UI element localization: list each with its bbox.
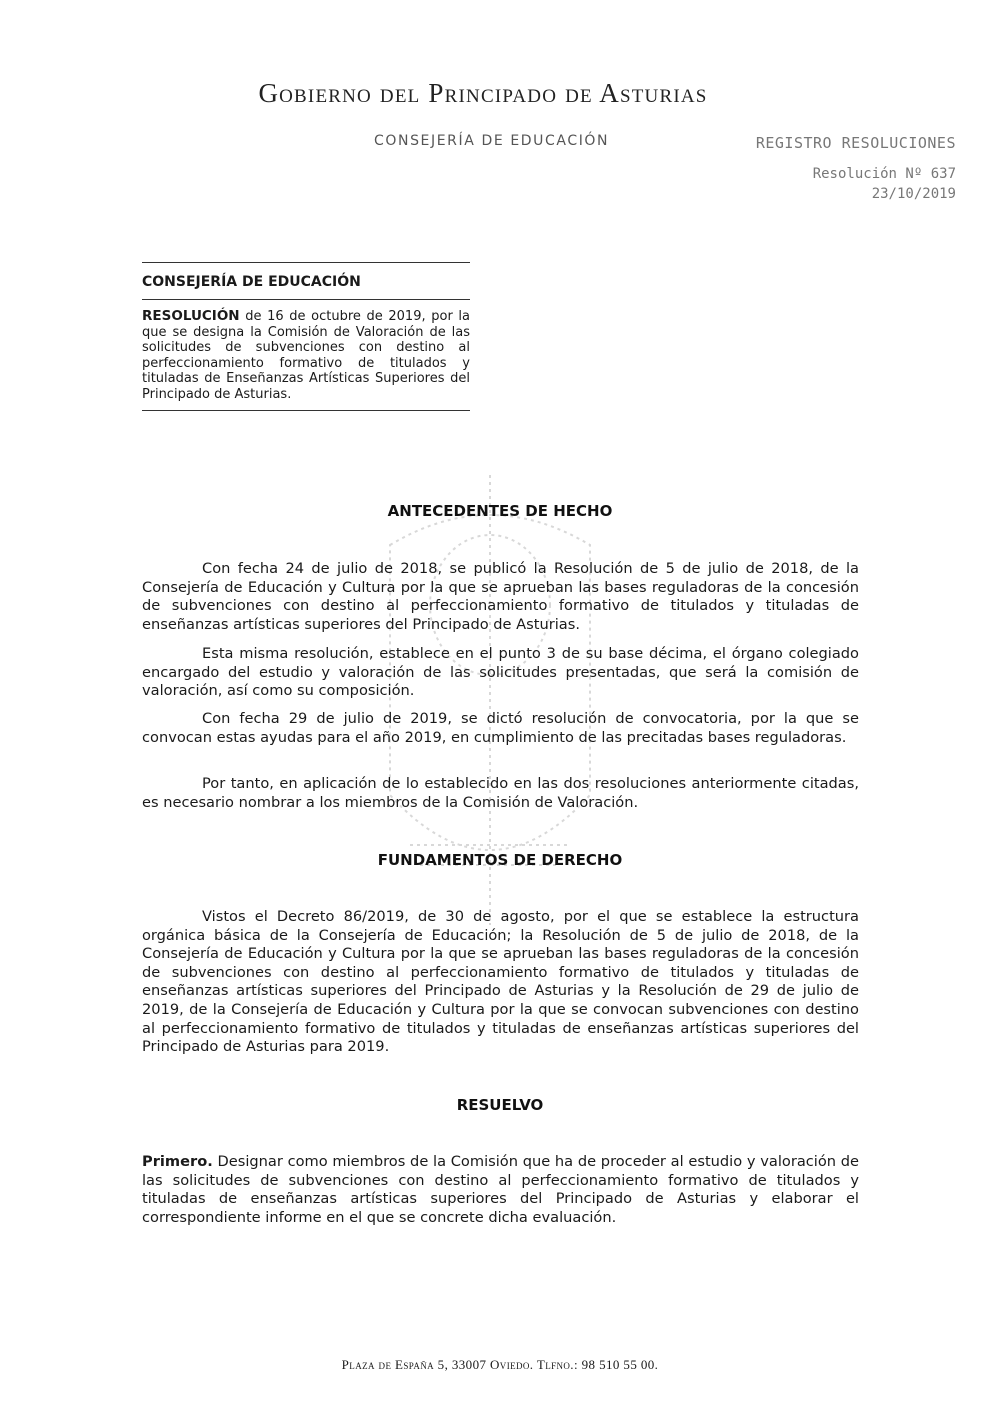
paragraph-text: Por tanto, en aplicación de lo establecido en las dos resoluciones anteriormente citadas, es necesario nombrar a los miembros de la Comisión de Valoración. [142,775,859,811]
resolution-number: Resolución Nº 637 [812,166,956,182]
footer-address: Plaza de España 5, 33007 Oviedo. Tlfno.: 98 510 55 00. [341,1357,659,1372]
consejeria-heading: CONSEJERÍA DE EDUCACIÓN [374,133,610,149]
summary-consejeria: CONSEJERÍA DE EDUCACIÓN [142,274,361,290]
paragraph [142,1153,859,1227]
paragraph [142,560,859,634]
resuelvo-lead: Primero. [142,1153,213,1170]
paragraph-text: Con fecha 29 de julio de 2019, se dictó resolución de convocatoria, por la que se convocan estas ayudas para el año 2019, en cumplimiento de las precitadas bases reguladoras. [142,710,859,746]
paragraph [142,645,859,701]
paragraph-text: Esta misma resolución, establece en el punto 3 de su base décima, el órgano colegiado encargado del estudio y valoración de las solicitudes presentadas, que será la comisión de valoración, así como su composición. [142,645,859,700]
divider [142,410,470,411]
summary-body: de 16 de octubre de 2019, por la que se designa la Comisión de Valoración de las solicitudes de subvenciones con destino al perfeccionamiento formativo de titulados y tituladas de Enseñanzas Artísticas Superiores del Principado de Asturias. [142,309,470,402]
section-fundamentos: FUNDAMENTOS DE DERECHO [377,851,623,869]
paragraph [142,775,859,812]
summary-box [142,262,470,411]
paragraph-text: Con fecha 24 de julio de 2018, se publicó la Resolución de 5 de julio de 2018, de la Consejería de Educación y Cultura por la que se aprueban las bases reguladoras de la concesión de subvenciones con destino al perfeccionamiento formativo de titulados y tituladas de enseñanzas artísticas superiores del Principado de Asturias. [142,560,859,633]
registro-stamp: REGISTRO RESOLUCIONES [755,134,956,152]
paragraph [142,908,859,1057]
paragraph [142,710,859,747]
summary-lead: RESOLUCIÓN [142,308,240,324]
paragraph-text: Vistos el Decreto 86/2019, de 30 de agosto, por el que se establece la estructura orgánica básica de la Consejería de Educación; la Resolución de 5 de julio de 2018, de la Consejería de Educación y Cultura por la que se aprueban las bases reguladoras de la concesión de subvenciones con destino al perfeccionamiento formativo de titulados y tituladas de enseñanzas artísticas superiores del Principado de Asturias y la Resolución de 29 de julio de 2019, de la Consejería de Educación y Cultura por la que se convocan subvenciones con destino al perfeccionamiento formativo de titulados y tituladas de enseñanzas artísticas superiores del Principado de Asturias para 2019. [142,908,859,1056]
government-title: Gobierno del Principado de Asturias [258,78,708,108]
summary-text [142,300,470,410]
resolution-date: 23/10/2019 [871,186,956,202]
paragraph-text: Designar como miembros de la Comisión que ha de proceder al estudio y valoración de las solicitudes de subvenciones con destino al perfeccionamiento formativo de titulados y tituladas de enseñanzas artísticas superiores del Principado de Asturias y elaborar el correspondiente informe en el que se concrete dicha evaluación. [142,1153,859,1226]
section-antecedentes: ANTECEDENTES DE HECHO [387,502,613,520]
section-resuelvo: RESUELVO [456,1096,544,1114]
